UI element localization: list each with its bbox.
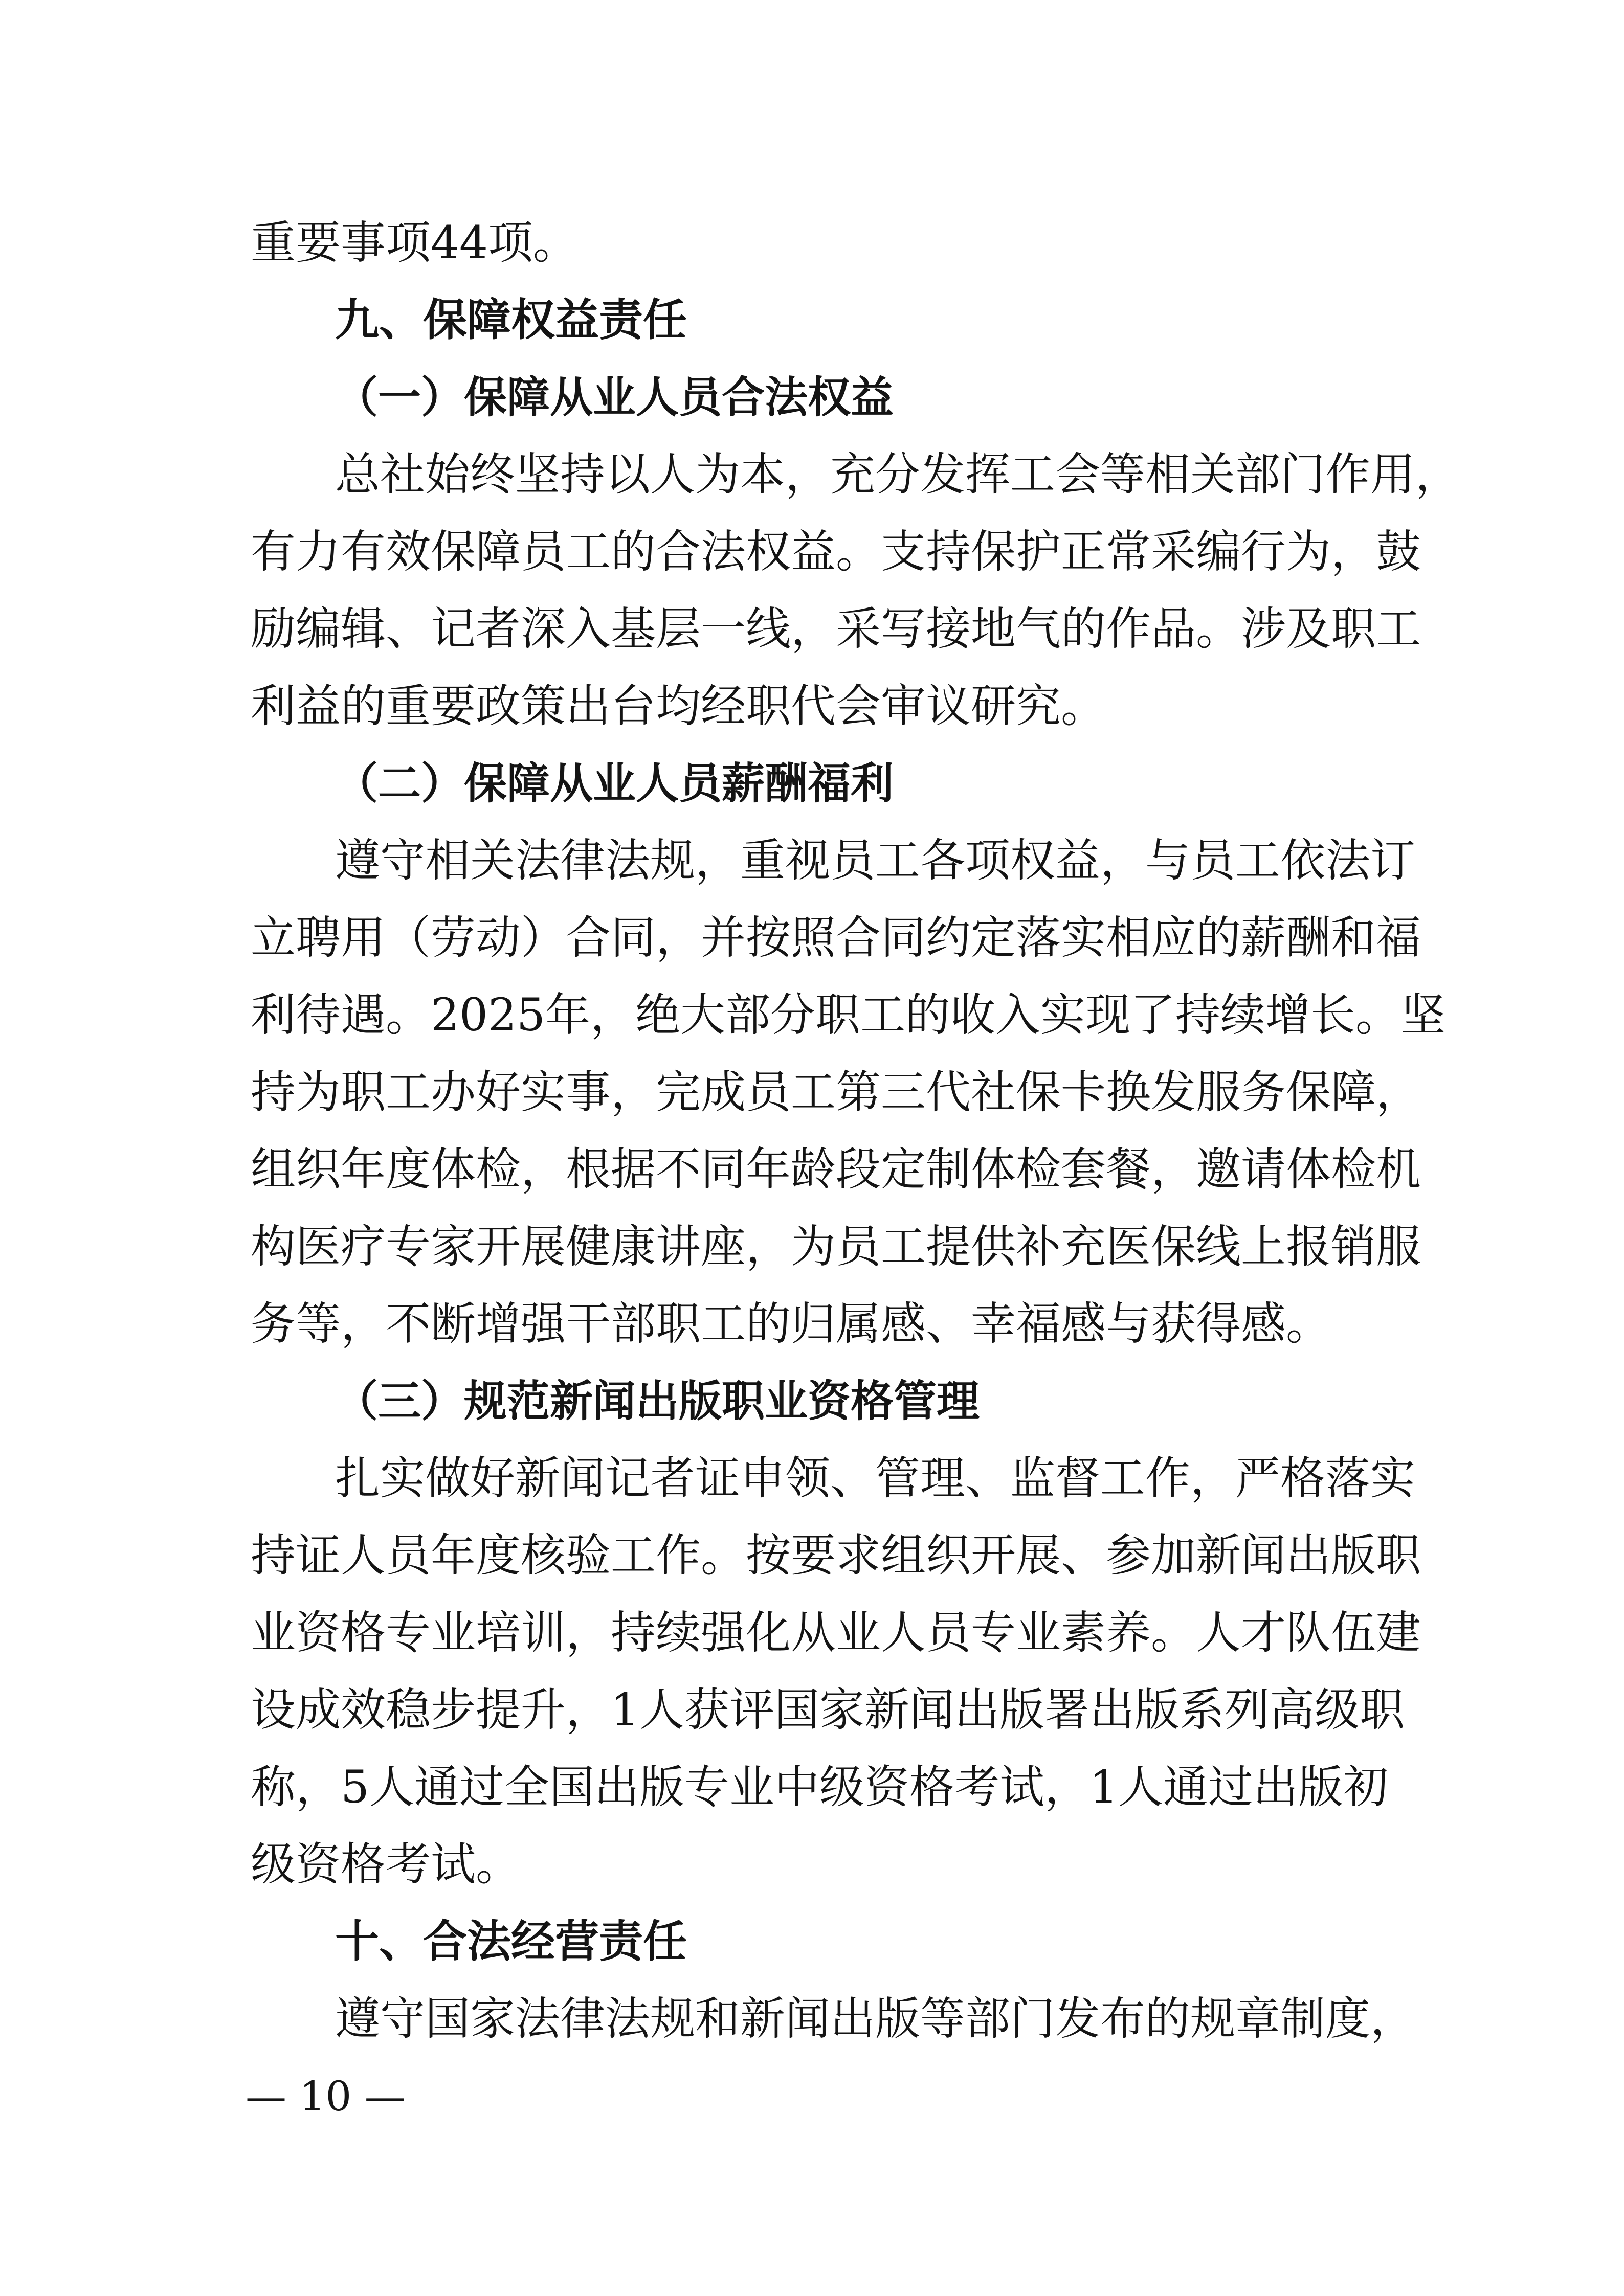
- page-number: — 10 —: [246, 2073, 406, 2120]
- body-text-line: 持为职工办好实事，完成员工第三代社保卡换发服务保障，: [251, 1066, 1421, 1118]
- body-text-line: 构医疗专家开展健康讲座，为员工提供补充医保线上报销服: [251, 1220, 1421, 1273]
- body-text-line: 利益的重要政策出台均经职代会审议研究。: [251, 680, 1106, 732]
- body-text-line: 立聘用（劳动）合同，并按照合同约定落实相应的薪酬和福: [251, 911, 1421, 964]
- body-text-line: 遵守国家法律法规和新闻出版等部门发布的规章制度，: [335, 1992, 1416, 2045]
- body-text-line: 级资格考试。: [251, 1838, 521, 1890]
- body-text-line: 务等，不断增强干部职工的归属感、幸福感与获得感。: [251, 1297, 1331, 1350]
- body-text-line: 业资格专业培训，持续强化从业人员专业素养。人才队伍建: [251, 1606, 1421, 1659]
- body-text-line: 有力有效保障员工的合法权益。支持保护正常采编行为，鼓: [251, 525, 1421, 578]
- subsection-heading: （三）规范新闻出版职业资格管理: [335, 1376, 980, 1426]
- section-heading: 九、保障权益责任: [335, 295, 687, 346]
- body-text-line: 重要事项44项。: [251, 216, 578, 269]
- body-text-line: 总社始终坚持以人为本，充分发挥工会等相关部门作用，: [335, 448, 1461, 501]
- body-text-line: 扎实做好新闻记者证申领、管理、监督工作，严格落实: [335, 1452, 1416, 1504]
- subsection-heading: （二）保障从业人员薪酬福利: [335, 758, 894, 808]
- body-text-line: 励编辑、记者深入基层一线，采写接地气的作品。涉及职工: [251, 602, 1421, 655]
- section-heading: 十、合法经营责任: [335, 1916, 687, 1967]
- body-text-line: 遵守相关法律法规，重视员工各项权益，与员工依法订: [335, 834, 1416, 887]
- body-text-line: 称，5人通过全国出版专业中级资格考试，1人通过出版初: [251, 1761, 1388, 1813]
- body-text-line: 设成效稳步提升，1人获评国家新闻出版署出版系列高级职: [251, 1683, 1405, 1736]
- subsection-heading: （一）保障从业人员合法权益: [335, 372, 894, 422]
- body-text-line: 利待遇。2025年，绝大部分职工的收入实现了持续增长。坚: [251, 988, 1445, 1041]
- body-text-line: 持证人员年度核验工作。按要求组织开展、参加新闻出版职: [251, 1529, 1421, 1582]
- body-text-line: 组织年度体检，根据不同年龄段定制体检套餐，邀请体检机: [251, 1143, 1421, 1196]
